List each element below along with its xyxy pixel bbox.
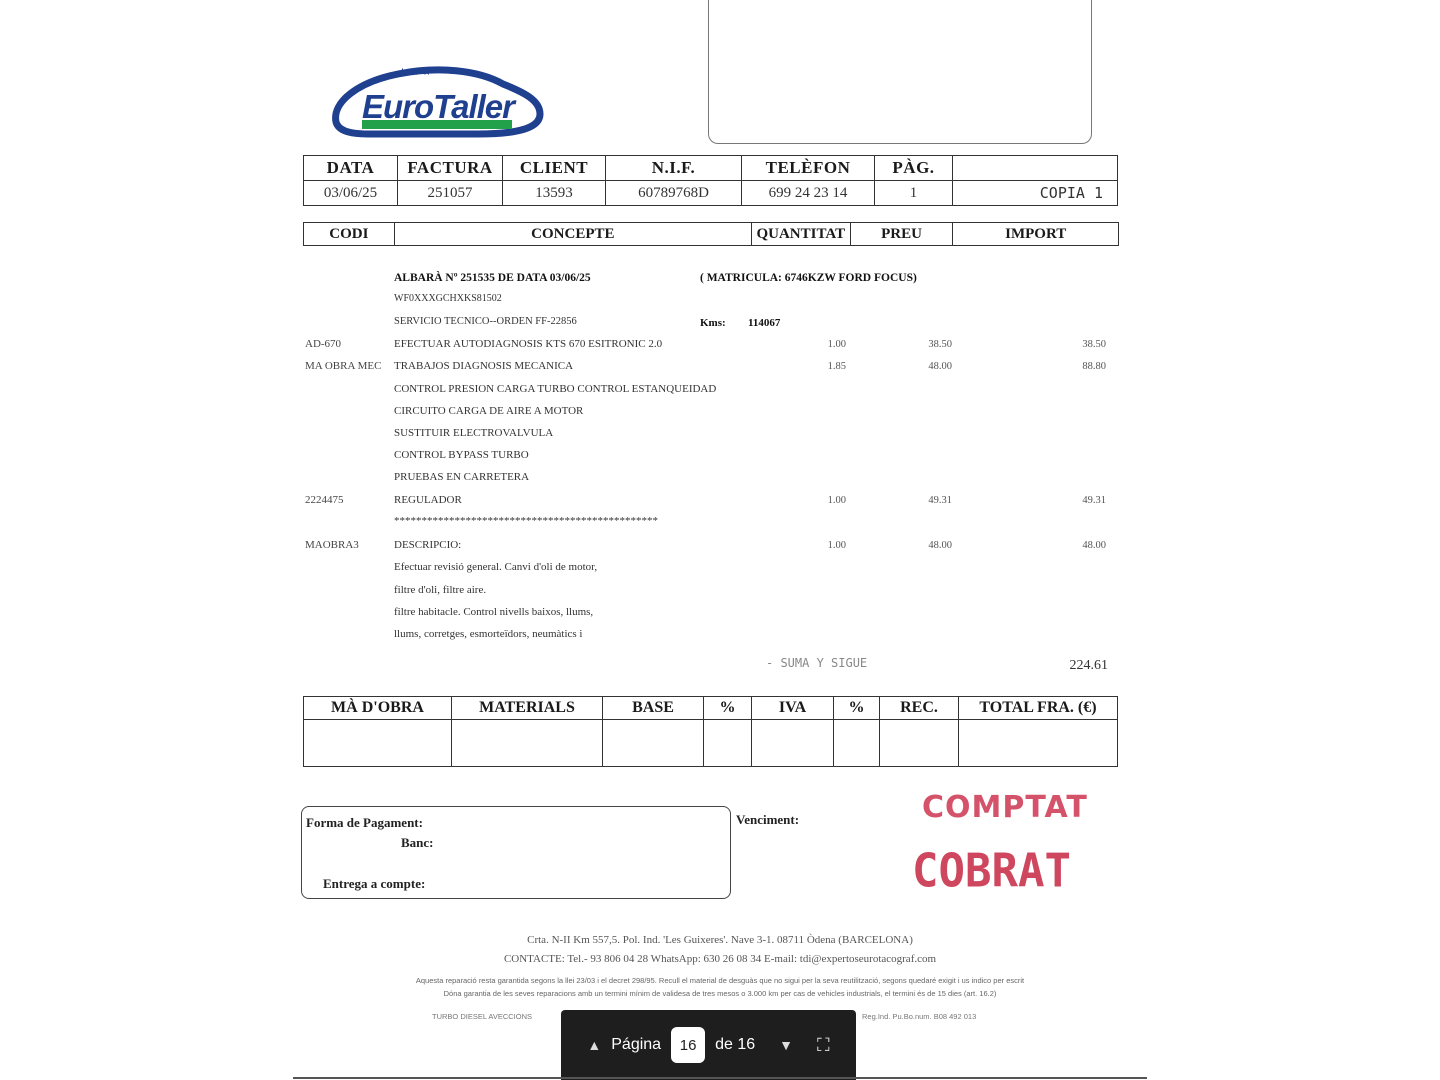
- albara-title: ALBARÀ Nº 251535 DE DATA 03/06/25: [394, 272, 591, 284]
- footer-contact: CONTACTE: Tel.- 93 806 04 28 WhatsApp: 630 26 08 34 E-mail: tdi@expertoseurotacograf.com: [503, 953, 937, 965]
- item-description: filtre habitacle. Control nivells baixos, llums,: [394, 606, 594, 618]
- item-description: Efectuar revisió general. Canvi d'oli de motor,: [394, 561, 598, 573]
- pdf-pager-toolbar: [561, 1010, 856, 1080]
- venciment-label: Venciment:: [736, 812, 800, 827]
- page-bottom-edge: [293, 1077, 1147, 1079]
- item-code: MA OBRA MEC: [305, 360, 382, 372]
- header-factura: FACTURA: [398, 156, 503, 181]
- value-factura: 251057: [398, 181, 503, 206]
- tot-percent-1: %: [704, 697, 752, 720]
- albara-kms-value: 114067: [748, 317, 781, 329]
- item-import: 88.80: [1082, 361, 1106, 372]
- item-quantity: 1.00: [827, 495, 846, 506]
- tot-rec: REC.: [880, 697, 959, 720]
- item-price: 48.00: [928, 540, 952, 551]
- tot-total-fra: TOTAL FRA. (€): [959, 697, 1118, 720]
- albara-kms-label: Kms:: [700, 317, 726, 329]
- logo-text: EuroTaller: [362, 88, 514, 125]
- next-page-icon[interactable]: ▼: [779, 1037, 793, 1053]
- footer-address: Crta. N-II Km 557,5. Pol. Ind. 'Les Guixeres'. Nave 3-1. 08711 Òdena (BARCELONA): [527, 934, 913, 946]
- item-description: CIRCUITO CARGA DE AIRE A MOTOR: [394, 405, 584, 417]
- col-quantitat: QUANTITAT: [752, 223, 851, 245]
- tot-cell: [603, 720, 704, 767]
- tot-cell: [959, 720, 1118, 767]
- item-description: TRABAJOS DIAGNOSIS MECANICA: [394, 360, 574, 372]
- tot-cell: [452, 720, 603, 767]
- item-description: SUSTITUIR ELECTROVALVULA: [394, 427, 554, 439]
- item-price: 49.31: [928, 495, 952, 506]
- col-import: IMPORT: [1005, 225, 1067, 242]
- payment-box: [301, 806, 731, 899]
- banc-label: Banc:: [401, 835, 434, 850]
- stamp-comptat: COMPTAT: [922, 790, 1088, 825]
- page-of-label: de 16: [715, 1036, 756, 1053]
- header-telefon: TELÈFON: [742, 156, 875, 181]
- item-description: CONTROL BYPASS TURBO: [394, 449, 529, 461]
- suma-label: - SUMA Y SIGUE: [766, 656, 868, 670]
- page-number-input[interactable]: [671, 1027, 705, 1063]
- footer-legal-2: Dóna garantia de les seves reparacions amb un termini mínim de validesa de tres mesos o 3.000 km per cas de vehicles industrials, el termini és de 15 dies (art. 16.2): [443, 989, 997, 998]
- svg-text:★ ★ ★: ★ ★ ★: [398, 67, 432, 78]
- tot-cell: [704, 720, 752, 767]
- value-client: 13593: [503, 181, 606, 206]
- totals-table: [303, 696, 1118, 767]
- concept-header: [303, 222, 1119, 246]
- tot-cell: [752, 720, 834, 767]
- item-description: CONTROL PRESION CARGA TURBO CONTROL ESTANQUEIDAD: [394, 383, 717, 395]
- suma-value: 224.61: [1069, 658, 1108, 673]
- value-data: 03/06/25: [304, 181, 398, 206]
- item-price: 38.50: [928, 339, 952, 350]
- footer-legal-1: Aquesta reparació resta garantida segons la llei 23/03 i el decret 298/95. Recull el material de desguàs que no sigui per la seva reutilització, segons quedaré exigit i us indico per escrit: [415, 976, 1025, 985]
- item-price: 48.00: [928, 361, 952, 372]
- header-pag: PÀG.: [875, 156, 953, 181]
- value-pag: 1: [875, 181, 953, 206]
- tot-base: BASE: [603, 697, 704, 720]
- item-description: ************************************************: [394, 515, 658, 527]
- tot-percent-2: %: [834, 697, 880, 720]
- page-label: Página: [611, 1036, 662, 1053]
- col-preu: PREU: [851, 223, 954, 245]
- header-labels-row: [304, 156, 1118, 181]
- address-window: [708, 0, 1092, 144]
- item-description: EFECTUAR AUTODIAGNOSIS KTS 670 ESITRONIC 2.0: [394, 338, 663, 350]
- header-blank: [953, 156, 1118, 181]
- item-quantity: 1.85: [827, 361, 846, 372]
- item-quantity: 1.00: [827, 339, 846, 350]
- footer-left-note: TURBO DIESEL AVECCIONS: [432, 1012, 533, 1021]
- tot-materials: MATERIALS: [452, 697, 603, 720]
- item-code: AD-670: [305, 338, 342, 350]
- tot-ma-obra: MÀ D'OBRA: [304, 697, 452, 720]
- albara-matricula: ( MATRICULA: 6746KZW FORD FOCUS): [700, 272, 917, 284]
- item-description: PRUEBAS EN CARRETERA: [394, 471, 530, 483]
- tot-cell: [834, 720, 880, 767]
- footer-right-note: Reg.Ind. Pu.Bo.num. B08 492 013: [862, 1012, 977, 1021]
- fullscreen-icon[interactable]: ⛶: [816, 1034, 830, 1055]
- item-code: MAOBRA3: [305, 539, 359, 551]
- value-telefon: 699 24 23 14: [742, 181, 875, 206]
- item-import: 48.00: [1082, 540, 1106, 551]
- header-data: DATA: [304, 156, 398, 181]
- header-nif: N.I.F.: [606, 156, 742, 181]
- col-codi: CODI: [304, 223, 395, 245]
- stamp-cobrat: COBRAT: [912, 844, 1071, 899]
- tot-cell: [304, 720, 452, 767]
- albara-vin: WF0XXXGCHXKS81502: [394, 293, 502, 304]
- item-code: 2224475: [305, 494, 344, 506]
- item-import: 38.50: [1082, 339, 1106, 350]
- header-values-row: [304, 181, 1118, 206]
- albara-servicio: SERVICIO TECNICO--ORDEN FF-22856: [394, 316, 577, 327]
- header-client: CLIENT: [503, 156, 606, 181]
- item-quantity: 1.00: [827, 540, 846, 551]
- forma-pagament-label: Forma de Pagament:: [306, 815, 423, 830]
- tot-iva: IVA: [752, 697, 834, 720]
- tot-cell: [880, 720, 959, 767]
- item-description: filtre d'oli, filtre aire.: [394, 584, 487, 596]
- invoice-header-table: [303, 155, 1118, 206]
- item-description: REGULADOR: [394, 494, 462, 506]
- eurotaller-logo: [328, 62, 544, 138]
- previous-page-icon[interactable]: ▲: [587, 1037, 602, 1053]
- value-nif: 60789768D: [606, 181, 742, 206]
- item-import: 49.31: [1082, 495, 1106, 506]
- item-description: llums, corretges, esmorteïdors, neumàtics i: [394, 628, 583, 640]
- totals-header-row: [304, 697, 1118, 720]
- col-concepte: CONCEPTE: [395, 223, 752, 245]
- item-description: DESCRIPCIO:: [394, 539, 462, 551]
- value-copia: COPIA 1: [953, 181, 1118, 206]
- entrega-compte-label: Entrega a compte:: [323, 876, 426, 891]
- totals-values-row: [304, 720, 1118, 767]
